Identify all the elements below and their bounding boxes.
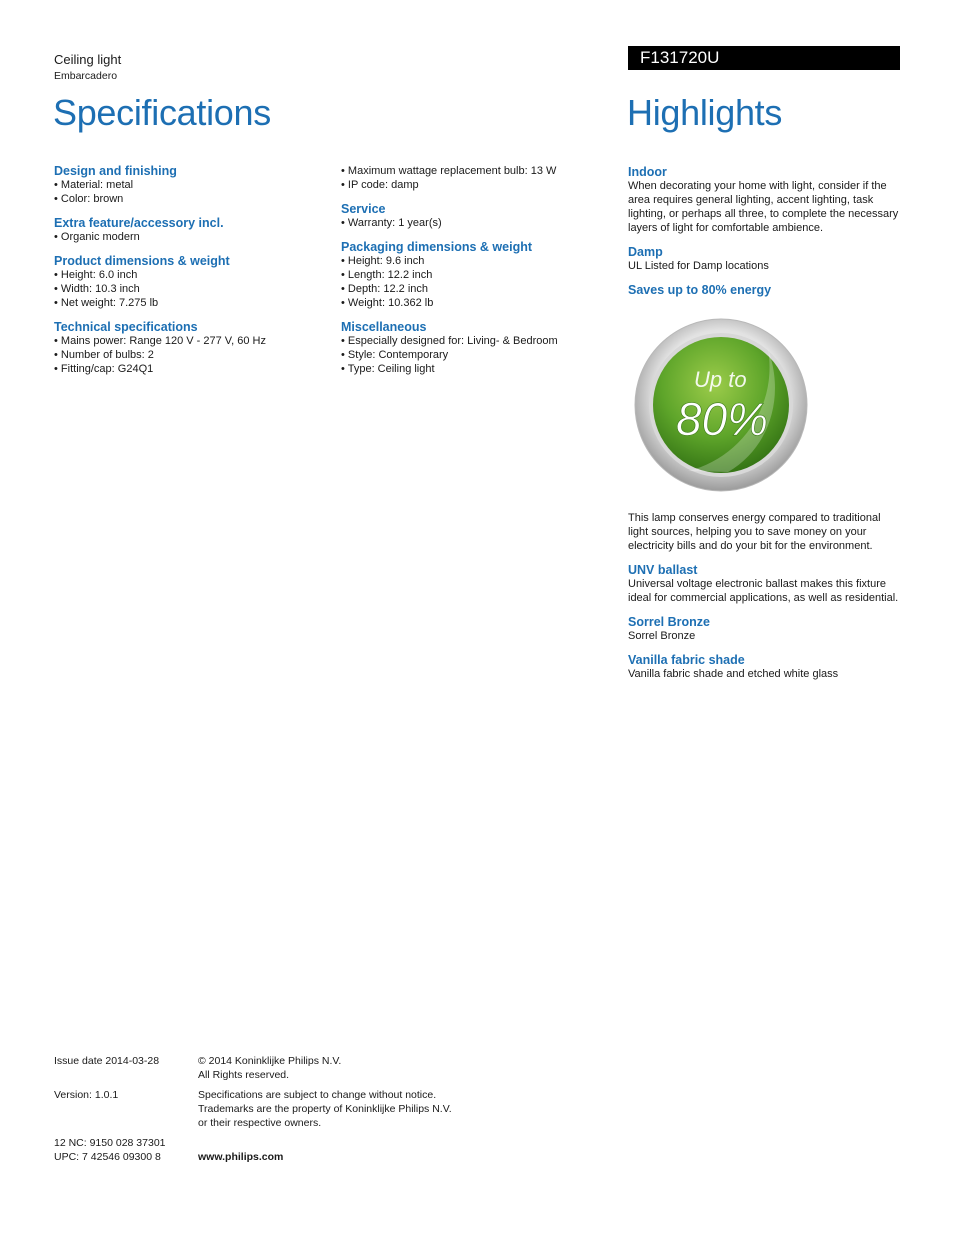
energy-saving-badge-icon (628, 309, 818, 501)
highlight-section (628, 283, 900, 297)
highlight-section (628, 245, 900, 273)
spec-section (341, 240, 611, 310)
highlight-section (628, 615, 900, 643)
spec-item: • Fitting/cap: G24Q1 (54, 362, 324, 376)
spec-section-heading: Product dimensions & weight (54, 254, 230, 268)
spec-item: • Material: metal (54, 178, 324, 192)
spec-item: • Depth: 12.2 inch (341, 282, 611, 296)
spec-item: • IP code: damp (341, 178, 611, 192)
highlight-text: Vanilla fabric shade and etched white glass (628, 668, 839, 680)
badge-line-1: Up to (694, 367, 747, 392)
spec-item: • Type: Ceiling light (341, 362, 611, 376)
issue-date: Issue date 2014-03-28 (54, 1055, 160, 1067)
spec-item: • Color: brown (54, 192, 324, 206)
copyright-block (198, 1054, 498, 1082)
product-name: Ceiling light (54, 52, 122, 67)
highlight-text: Universal voltage electronic ballast makes this fixture ideal for commercial applications, as well as residential. (628, 578, 899, 604)
spec-item: • Weight: 10.362 lb (341, 296, 611, 310)
highlight-heading: Sorrel Bronze (628, 615, 710, 629)
product-subtitle: Embarcadero (54, 70, 118, 82)
notice-line: or their respective owners. (198, 1117, 322, 1129)
spec-section-heading: Design and finishing (54, 164, 177, 178)
version: Version: 1.0.1 (54, 1089, 119, 1101)
highlight-section (628, 511, 900, 553)
nc-code: 12 NC: 9150 028 37301 (54, 1137, 166, 1149)
spec-section (54, 320, 324, 376)
notice-block (198, 1088, 498, 1130)
spec-item: • Especially designed for: Living- & Bedroom (341, 334, 611, 348)
notice-line: Trademarks are the property of Koninklijke Philips N.V. (198, 1103, 452, 1115)
highlight-text: Sorrel Bronze (628, 630, 696, 642)
spec-section (341, 320, 611, 376)
copyright-line: All Rights reserved. (198, 1069, 290, 1081)
spec-section-heading: Extra feature/accessory incl. (54, 216, 224, 230)
product-codes (54, 1136, 198, 1164)
spec-section (341, 202, 611, 230)
spec-section (54, 216, 324, 244)
spec-item: • Number of bulbs: 2 (54, 348, 324, 362)
document-footer (54, 1054, 498, 1170)
notice-line: Specifications are subject to change without notice. (198, 1089, 437, 1101)
specs-column-1 (54, 164, 324, 386)
spec-item: • Height: 6.0 inch (54, 268, 324, 282)
spec-section-heading: Technical specifications (54, 320, 198, 334)
highlight-section (628, 563, 900, 605)
highlights-column (628, 165, 900, 307)
highlight-section (628, 165, 900, 235)
spec-section-heading: Packaging dimensions & weight (341, 240, 533, 254)
highlight-heading: Saves up to 80% energy (628, 283, 772, 297)
highlights-title: Highlights (627, 92, 783, 133)
spec-item: • Style: Contemporary (341, 348, 611, 362)
model-number-bar: F131720U (628, 46, 900, 70)
highlight-heading: Vanilla fabric shade (628, 653, 745, 667)
spec-section-heading: Service (341, 202, 386, 216)
highlight-text: When decorating your home with light, consider if the area requires general lighting, accent lighting, task lighting, or perhaps all three, to complete the necessary layers of light for comfortable ambience. (628, 180, 899, 234)
highlight-heading: UNV ballast (628, 563, 698, 577)
spec-section (54, 164, 324, 206)
spec-item: • Length: 12.2 inch (341, 268, 611, 282)
copyright-line: © 2014 Koninklijke Philips N.V. (198, 1055, 342, 1067)
highlight-heading: Damp (628, 245, 663, 259)
badge-line-2: 80% (676, 393, 769, 445)
highlight-text: This lamp conserves energy compared to traditional light sources, helping you to save money on your electricity bills and do your bit for the environment. (628, 512, 881, 552)
spec-item: • Organic modern (54, 230, 324, 244)
spec-section (341, 164, 611, 192)
website-block (198, 1136, 498, 1164)
highlight-text: UL Listed for Damp locations (628, 260, 769, 272)
spec-item: • Mains power: Range 120 V - 277 V, 60 Hz (54, 334, 324, 348)
specs-column-2 (341, 164, 611, 386)
spec-item: • Maximum wattage replacement bulb: 13 W (341, 164, 611, 178)
spec-item: • Height: 9.6 inch (341, 254, 611, 268)
spec-item: • Net weight: 7.275 lb (54, 296, 324, 310)
specifications-title: Specifications (53, 92, 271, 133)
spec-item: • Width: 10.3 inch (54, 282, 324, 296)
highlight-heading: Indoor (628, 165, 667, 179)
website-link[interactable]: www.philips.com (198, 1151, 284, 1163)
upc-code: UPC: 7 42546 09300 8 (54, 1151, 161, 1163)
spec-section (54, 254, 324, 310)
spec-item: • Warranty: 1 year(s) (341, 216, 611, 230)
highlights-column-lower (628, 511, 900, 691)
spec-section-heading: Miscellaneous (341, 320, 427, 334)
highlight-section (628, 653, 900, 681)
